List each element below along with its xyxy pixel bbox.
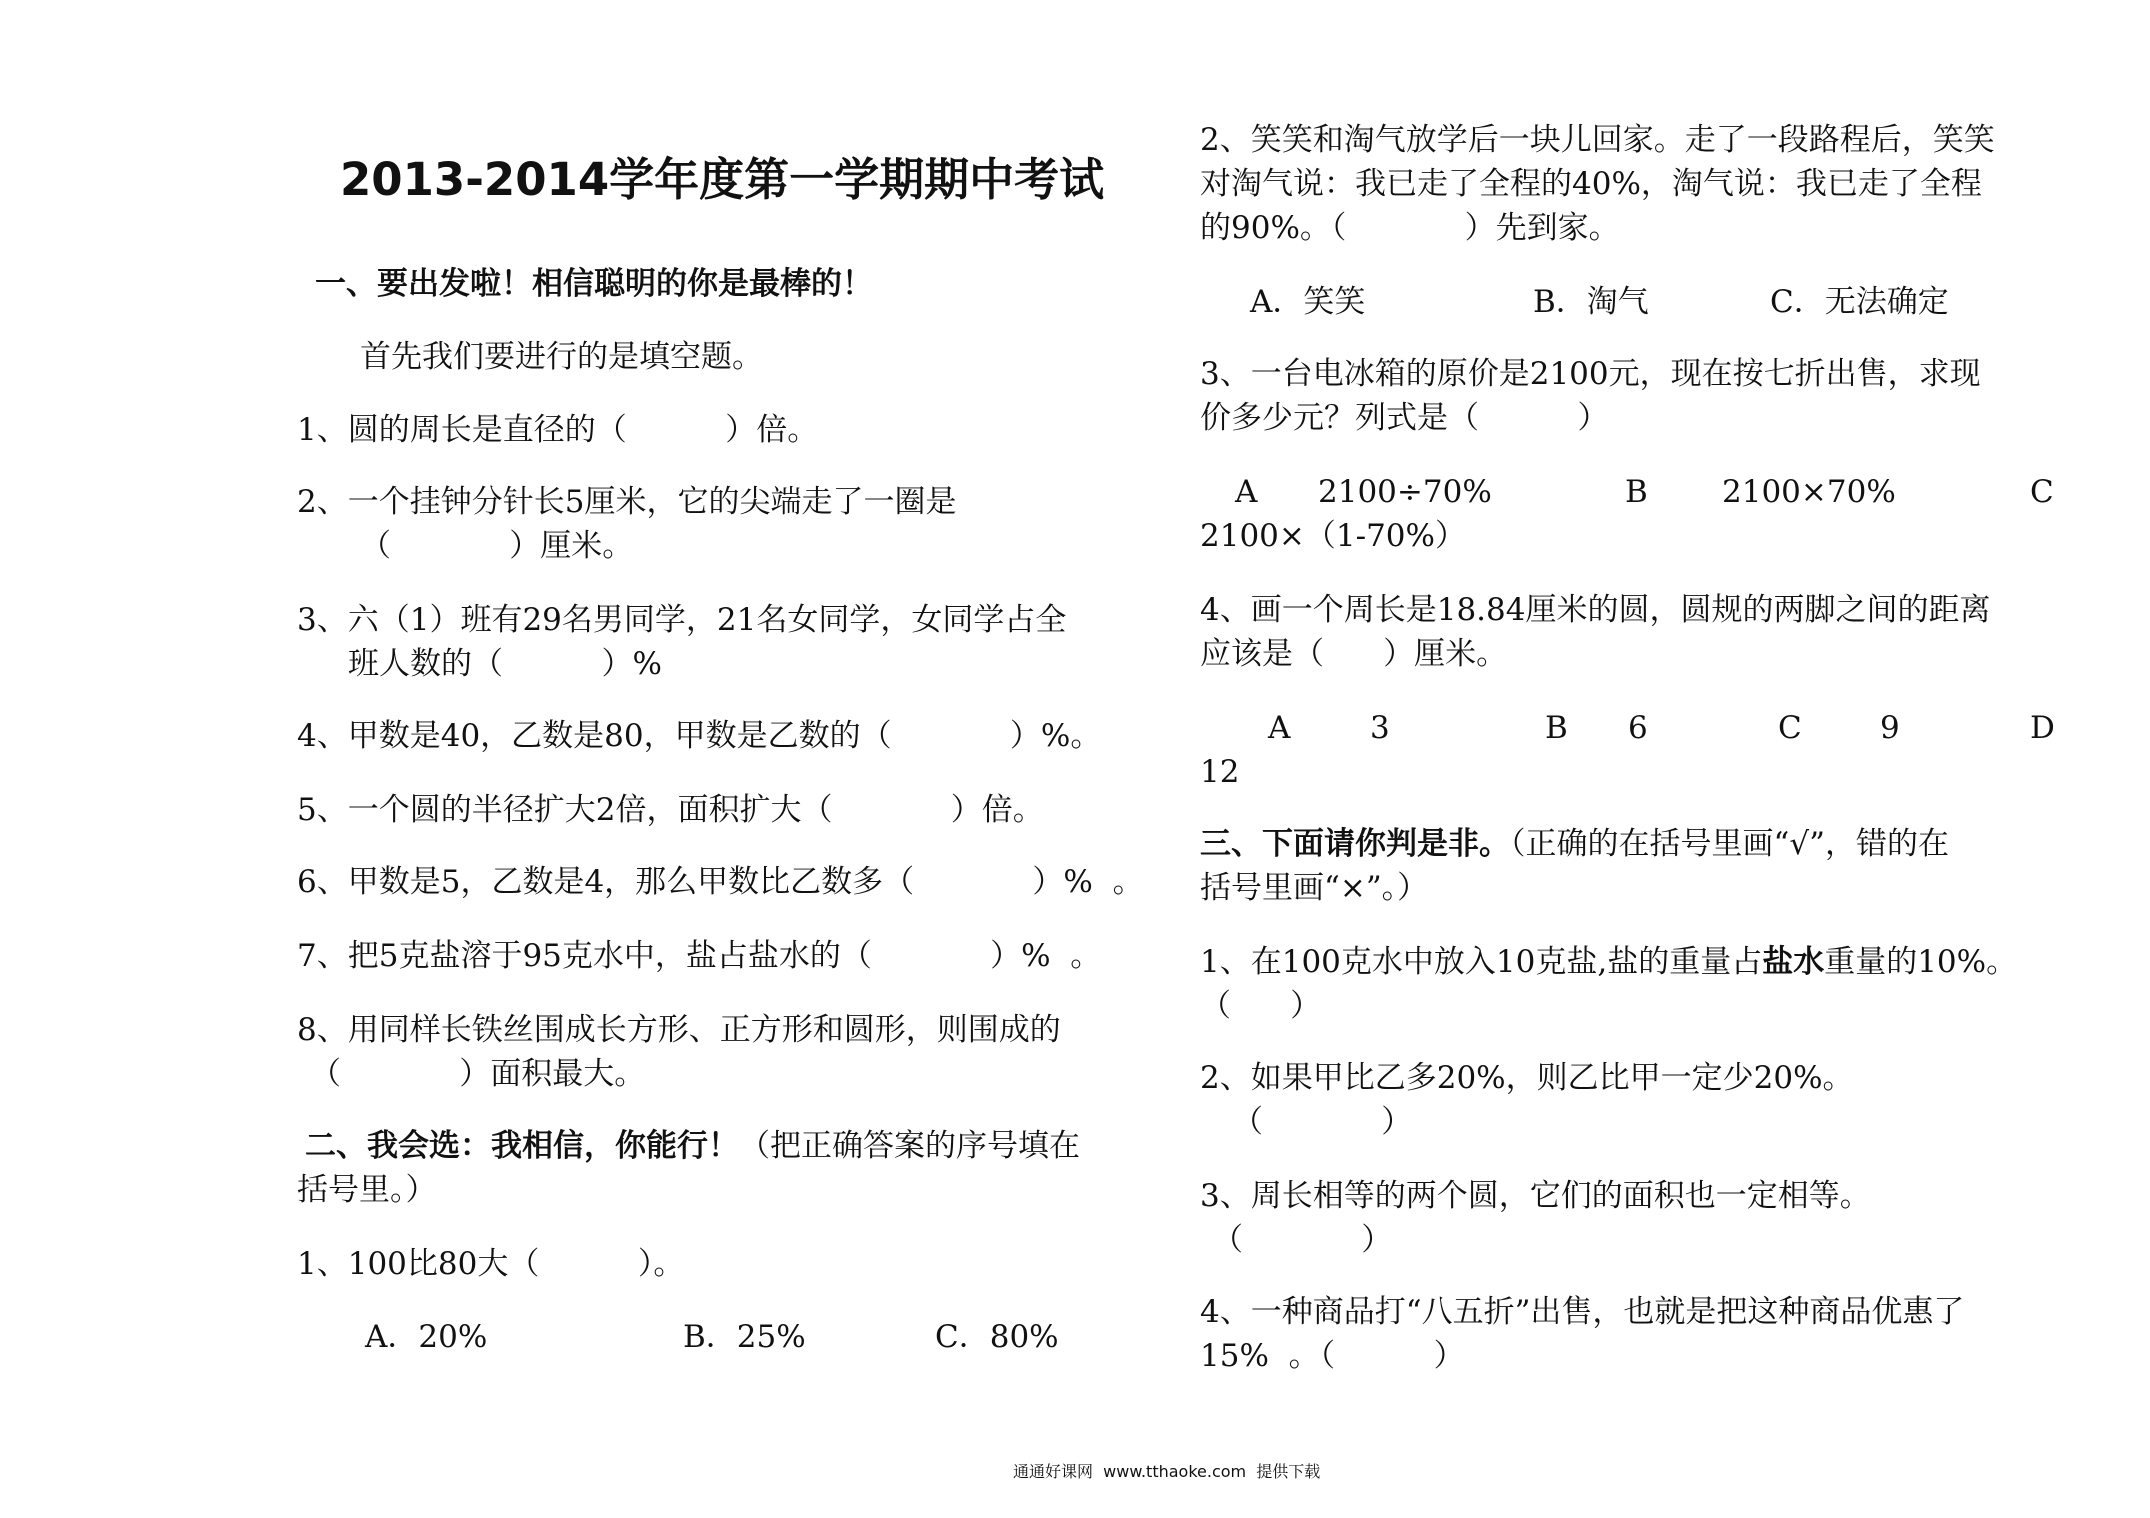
choice-q1: 1、100比80大（ ）。 [297, 1246, 685, 1282]
choice-q3-option-a-value: 2100÷70% [1318, 474, 1492, 510]
choice-q3-option-b-value: 2100×70% [1722, 474, 1896, 510]
judge-q1-text-bold: 盐水 [1762, 944, 1825, 980]
choice-q4-option-b-value: 6 [1628, 710, 1648, 746]
fill-q7: 7、把5克盐溶于95克水中，盐占盐水的（ ）% 。 [297, 938, 1102, 974]
section-3-heading [1200, 822, 1949, 866]
fill-q3-line1: 3、六（1）班有29名男同学，21名女同学，女同学占全 [297, 602, 1067, 638]
choice-q3-option-c-letter: C [2030, 474, 2054, 510]
choice-q4-option-a-letter: A [1268, 710, 1291, 746]
choice-q4-line2: 应该是（ ）厘米。 [1200, 636, 1508, 672]
choice-q3-option-b-letter: B [1625, 474, 1648, 510]
judge-q2-line1: 2、如果甲比乙多20%，则乙比甲一定少20%。 [1200, 1060, 1854, 1096]
choice-q1-option-a: A．20% [365, 1319, 488, 1355]
section-2-heading [305, 1124, 1080, 1168]
judge-q1-line2: （ ） [1200, 988, 1322, 1024]
choice-q2-line2: 对淘气说：我已走了全程的40%，淘气说：我已走了全程 [1200, 166, 1982, 202]
page-title: 2013-2014学年度第一学期期中考试 [340, 153, 1105, 206]
judge-q4-line1: 4、一种商品打“八五折”出售，也就是把这种商品优惠了 [1200, 1294, 1965, 1330]
choice-q3-option-c-value: 2100×（1-70%） [1200, 518, 1466, 554]
choice-q4-option-c-value: 9 [1880, 710, 1900, 746]
choice-q4-option-c-letter: C [1778, 710, 1802, 746]
section-1-heading: 一、要出发啦！相信聪明的你是最棒的！ [315, 266, 873, 302]
choice-q2-option-b: B．淘气 [1533, 284, 1649, 320]
choice-q2-line3: 的90%。（ ）先到家。 [1200, 210, 1620, 246]
choice-q2-option-a: A．笑笑 [1250, 284, 1366, 320]
section-1-intro: 首先我们要进行的是填空题。 [360, 339, 763, 375]
judge-q2-line2: （ ） [1232, 1104, 1413, 1140]
fill-q1: 1、圆的周长是直径的（ ）倍。 [297, 412, 819, 448]
section-3-heading-bold: 三、下面请你判是非。 [1200, 826, 1510, 862]
choice-q4-option-d-letter: D [2030, 710, 2055, 746]
section-2-heading-line2: 括号里。） [297, 1172, 437, 1208]
choice-q3-line2: 价多少元？列式是（ ） [1200, 400, 1609, 436]
judge-q1-text-pre: 1、在100克水中放入10克盐,盐的重量占 [1200, 944, 1763, 980]
choice-q1-option-c: C．80% [935, 1319, 1059, 1355]
choice-q1-option-b: B．25% [683, 1319, 806, 1355]
judge-q1-line1 [1200, 940, 2017, 984]
judge-q3-line1: 3、周长相等的两个圆，它们的面积也一定相等。 [1200, 1178, 1871, 1214]
judge-q4-line2: 15% 。（ ） [1200, 1338, 1465, 1374]
choice-q4-line1: 4、画一个周长是18.84厘米的圆，圆规的两脚之间的距离 [1200, 592, 1991, 628]
judge-q3-line2: （ ） [1212, 1222, 1393, 1258]
choice-q3-option-a-letter: A [1235, 474, 1258, 510]
choice-q2-option-c: C．无法确定 [1770, 284, 1949, 320]
footer-credit: 通通好课网 www.tthaoke.com 提供下载 [1013, 1462, 1321, 1481]
section-2-heading-rest: （把正确答案的序号填在 [739, 1128, 1080, 1164]
section-3-heading-line2: 括号里画“×”。） [1200, 870, 1429, 906]
fill-q5: 5、一个圆的半径扩大2倍，面积扩大（ ）倍。 [297, 792, 1044, 828]
choice-q4-option-d-value: 12 [1200, 754, 1240, 790]
fill-q8-line2: （ ）面积最大。 [310, 1056, 646, 1092]
choice-q2-line1: 2、笑笑和淘气放学后一块儿回家。走了一段路程后，笑笑 [1200, 122, 1995, 158]
fill-q2-line2: （ ）厘米。 [360, 528, 634, 564]
fill-q3-line2: 班人数的（ ）% [348, 646, 662, 682]
choice-q4-option-b-letter: B [1545, 710, 1568, 746]
fill-q2-line1: 2、一个挂钟分针长5厘米，它的尖端走了一圈是 [297, 484, 957, 520]
section-3-heading-rest: （正确的在括号里画“√”，错的在 [1510, 826, 1949, 862]
fill-q6: 6、甲数是5，乙数是4，那么甲数比乙数多（ ）% 。 [297, 864, 1144, 900]
fill-q4: 4、甲数是40，乙数是80，甲数是乙数的（ ）%。 [297, 718, 1102, 754]
choice-q3-line1: 3、一台电冰箱的原价是2100元，现在按七折出售，求现 [1200, 356, 1981, 392]
section-2-heading-bold: 二、我会选：我相信，你能行！ [305, 1128, 739, 1164]
fill-q8-line1: 8、用同样长铁丝围成长方形、正方形和圆形，则围成的 [297, 1012, 1061, 1048]
choice-q4-option-a-value: 3 [1370, 710, 1390, 746]
judge-q1-text-post: 重量的10%。 [1824, 944, 2018, 980]
